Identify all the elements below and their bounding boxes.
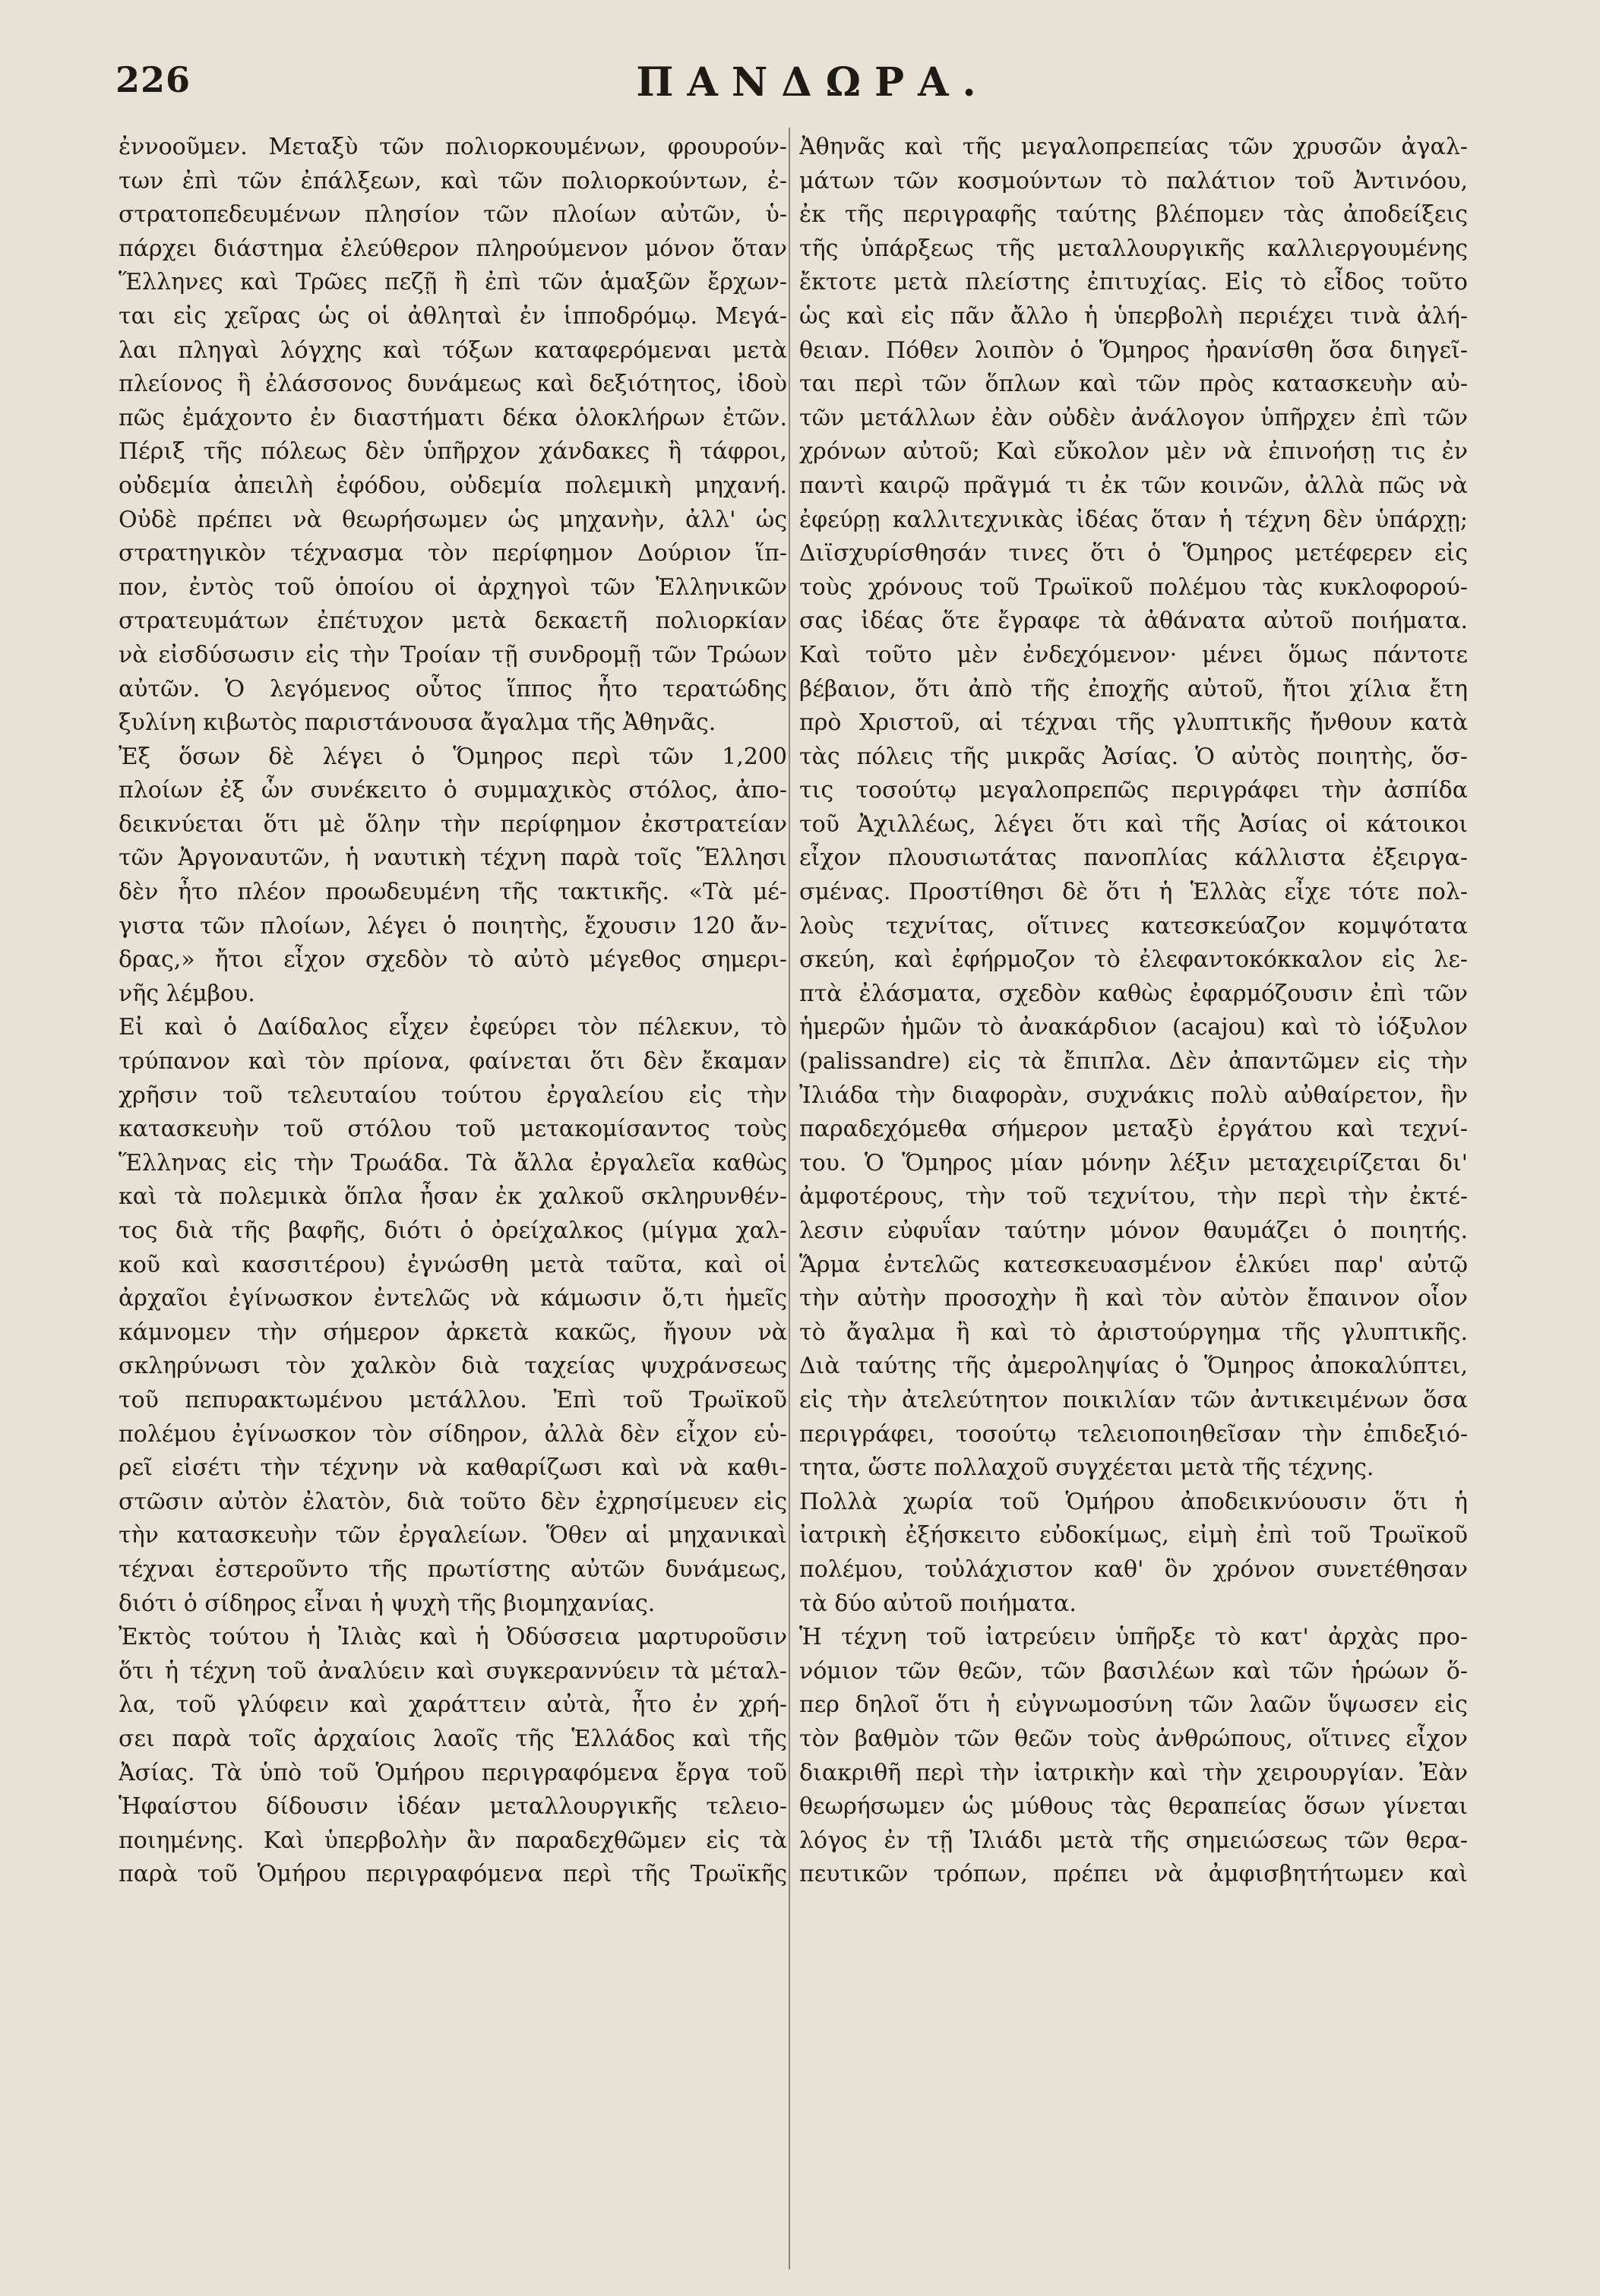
- text-line: ται εἰς χεῖρας ὡς οἱ ἀθληταὶ ἐν ἱπποδρόμῳ. Μεγά-: [119, 302, 787, 330]
- text-line: ἰατρικὴ ἐξήσκειτο εὐδοκίμως, εἰμὴ ἐπὶ τοῦ Τρωϊκοῦ: [799, 1522, 1468, 1549]
- text-line: (palissandre) εἰς τὰ ἔπιπλα. Δὲν ἀπαντῶμεν εἰς τὴν: [799, 1048, 1468, 1075]
- text-line: νὰ εἰσδύσωσιν εἰς τὴν Τροίαν τῇ συνδρομῇ τῶν Τρώων: [119, 641, 787, 668]
- text-line: ἐφεύρῃ καλλιτεχνικὰς ἰδέας ὅταν ἡ τέχνη δὲν ὑπάρχῃ;: [799, 506, 1468, 533]
- text-line: ὡς καὶ εἰς πᾶν ἄλλο ἡ ὑπερβολὴ περιέχει τινὰ ἀλή-: [799, 302, 1468, 330]
- text-line: διακριθῆ περὶ τὴν ἰατρικὴν καὶ τὴν χειρουργίαν. Ἐὰν: [799, 1759, 1468, 1786]
- text-line: τητα, ὥστε πολλαχοῦ συγχέεται μετὰ τῆς τέχνης.: [799, 1454, 1374, 1482]
- text-line: θεωρήσωμεν ὡς μύθους τὰς θεραπείας ὅσων γίνεται: [799, 1793, 1468, 1821]
- text-line: οὐδεμία ἀπειλὴ ἐφόδου, οὐδεμία πολεμικὴ μηχανή.: [119, 472, 787, 499]
- text-line: τὰς πόλεις τῆς μικρᾶς Ἀσίας. Ὁ αὐτὸς ποιητὴς, ὅσ-: [799, 743, 1468, 770]
- text-line: εἰς τὴν ἀτελεύτητον ποικιλίαν τῶν ἀντικειμένων ὅσα: [799, 1386, 1468, 1413]
- text-line: τοῦ πεπυρακτωμένου μετάλλου. Ἐπὶ τοῦ Τρωϊκοῦ: [119, 1386, 787, 1413]
- text-line: των ἐπὶ τῶν ἐπάλξεων, καὶ τῶν πολιορκούντων, ἐ-: [119, 167, 787, 194]
- text-line: τὴν κατασκευὴν τῶν ἐργαλείων. Ὅθεν αἱ μηχανικαὶ: [119, 1522, 787, 1549]
- text-line: Καὶ τοῦτο μὲν ἐνδεχόμενον· μένει ὅμως πάντοτε: [799, 641, 1468, 668]
- text-line: τῶν Ἀργοναυτῶν, ἡ ναυτικὴ τέχνη παρὰ τοῖς Ἕλλησι: [119, 845, 787, 872]
- text-line: Ἐξ ὅσων δὲ λέγει ὁ Ὅμηρος περὶ τῶν 1,200: [119, 743, 787, 770]
- text-line: Ἡ τέχνη τοῦ ἰατρεύειν ὑπῆρξε τὸ κατ' ἀρχὰς προ-: [799, 1624, 1468, 1651]
- right-column-text: [799, 131, 1468, 1892]
- running-title: ΠΑΝΔΩΡΑ.: [636, 59, 990, 106]
- text-line: γιστα τῶν πλοίων, λέγει ὁ ποιητὴς, ἔχουσιν 120 ἄν-: [119, 912, 787, 940]
- text-line: κατασκευὴν τοῦ στόλου τοῦ μετακομίσαντος τοὺς: [119, 1116, 787, 1143]
- text-line: τὸν βαθμὸν τῶν θεῶν τοὺς ἀνθρώπους, οἵτινες εἶχον: [799, 1725, 1468, 1752]
- text-line: ἀμφοτέρους, τὴν τοῦ τεχνίτου, τὴν περὶ τὴν ἐκτέ-: [799, 1183, 1468, 1211]
- text-line: παντὶ καιρῷ πρᾶγμά τι ἐκ τῶν κοινῶν, ἀλλὰ πῶς νὰ: [799, 472, 1468, 499]
- text-line: χρῆσιν τοῦ τελευταίου τούτου ἐργαλείου εἰς τὴν: [119, 1082, 787, 1109]
- text-line: εἶχον πλουσιωτάτας πανοπλίας κάλλιστα ἐξειργα-: [799, 845, 1468, 872]
- text-line: πρὸ Χριστοῦ, αἱ τέχναι τῆς γλυπτικῆς ἤνθουν κατὰ: [799, 709, 1468, 737]
- text-line: ἔκτοτε μετὰ πλείστης ἐπιτυχίας. Εἰς τὸ εἶδος τοῦτο: [799, 269, 1468, 296]
- text-line: τῆς ὑπάρξεως τῆς μεταλλουργικῆς καλλιεργουμένης: [799, 235, 1468, 262]
- text-line: ται περὶ τῶν ὅπλων καὶ τῶν πρὸς κατασκευὴν αὐ-: [799, 371, 1468, 398]
- text-line: στρατευμάτων ἐπέτυχον μετὰ δεκαετῆ πολιορκίαν: [119, 608, 787, 635]
- text-line: σει παρὰ τοῖς ἀρχαίοις λαοῖς τῆς Ἑλλάδος καὶ τῆς: [119, 1725, 787, 1752]
- text-line: Ἡφαίστου δίδουσιν ἰδέαν μεταλλουργικῆς τελειο-: [119, 1793, 787, 1821]
- text-line: πάρχει διάστημα ἐλεύθερον πληρούμενον μόνον ὅταν: [119, 235, 787, 262]
- text-line: λεσιν εὐφυΐαν ταύτην μόνον θαυμάζει ὁ ποιητής.: [799, 1217, 1468, 1244]
- text-line: τέχναι ἐστεροῦντο τῆς πρωτίστης αὐτῶν δυνάμεως,: [119, 1555, 787, 1583]
- page-number: 226: [115, 59, 191, 100]
- text-line: δεικνύεται ὅτι μὲ ὅλην τὴν περίφημον ἐκστρατείαν: [119, 810, 787, 838]
- text-line: τοὺς χρόνους τοῦ Τρωϊκοῦ πολέμου τὰς κυκλοφορού-: [799, 573, 1468, 601]
- text-line: σκεύη, καὶ ἐφήρμοζον τὸ ἐλεφαντοκόκκαλον εἰς λε-: [799, 946, 1468, 974]
- text-line: στρατοπεδευμένων πλησίον τῶν πλοίων αὐτῶν, ὑ-: [119, 201, 787, 229]
- text-line: περιγράφει, τοσούτῳ τελειοποιηθεῖσαν τὴν ἐπιδεξιό-: [799, 1420, 1468, 1448]
- text-line: Ἰλιάδα τὴν διαφορὰν, συχνάκις πολὺ αὐθαίρετον, ἣν: [799, 1082, 1468, 1109]
- text-line: Ἅρμα ἐντελῶς κατεσκευασμένον ἑλκύει παρ' αὐτῷ: [799, 1251, 1468, 1278]
- text-line: ἀρχαῖοι ἐγίνωσκον ἐντελῶς νὰ κάμωσιν ὅ,τι ἡμεῖς: [119, 1285, 787, 1312]
- text-line: στρατηγικὸν τέχνασμα τὸν περίφημον Δούριον ἵπ-: [119, 540, 787, 567]
- text-line: τοῦ Ἀχιλλέως, λέγει ὅτι καὶ τῆς Ἀσίας οἱ κάτοικοι: [799, 810, 1468, 838]
- text-line: πον, ἐντὸς τοῦ ὁποίου οἱ ἀρχηγοὶ τῶν Ἑλληνικῶν: [119, 573, 787, 601]
- text-line: τὰ δύο αὐτοῦ ποιήματα.: [799, 1590, 1077, 1617]
- text-line: Διὰ ταύτης τῆς ἀμεροληψίας ὁ Ὅμηρος ἀποκαλύπτει,: [799, 1353, 1468, 1380]
- text-line: περ δηλοῖ ὅτι ἡ εὐγνωμοσύνη τῶν λαῶν ὕψωσεν εἰς: [799, 1691, 1468, 1719]
- text-line: βέβαιον, ὅτι ἀπὸ τῆς ἐποχῆς αὐτοῦ, ἤτοι χίλια ἔτη: [799, 675, 1468, 703]
- text-line: σκληρύνωσι τὸν χαλκὸν διὰ ταχείας ψυχράνσεως: [119, 1353, 787, 1380]
- text-line: καὶ τὰ πολεμικὰ ὅπλα ἦσαν ἐκ χαλκοῦ σκληρυνθέν-: [119, 1183, 787, 1211]
- page-header: [0, 59, 1600, 128]
- text-line: ἐννοοῦμεν. Μεταξὺ τῶν πολιορκουμένων, φρουρούν-: [119, 134, 787, 160]
- text-line: μάτων τῶν κοσμούντων τὸ παλάτιον τοῦ Ἀντινόου,: [799, 167, 1468, 194]
- text-line: νόμιον τῶν θεῶν, τῶν βασιλέων καὶ τῶν ἡρώων ὅ-: [799, 1657, 1468, 1685]
- text-line: λοὺς τεχνίτας, οἵτινες κατεσκεύαζον κομψότατα: [799, 912, 1468, 940]
- text-line: τις τοσούτῳ μεγαλοπρεπῶς περιγράφει τὴν ἀσπίδα: [799, 777, 1468, 804]
- text-line: κοῦ καὶ κασσιτέρου) ἐγνώσθη μετὰ ταῦτα, καὶ οἱ: [119, 1251, 787, 1278]
- text-line: νῆς λέμβου.: [119, 980, 255, 1007]
- text-line: λόγος ἐν τῇ Ἰλιάδι μετὰ τῆς σημειώσεως τῶν θερα-: [799, 1827, 1468, 1854]
- text-line: χρόνων αὐτοῦ; Καὶ εὔκολον μὲν νὰ ἐπινοήσῃ τις ἐν: [799, 438, 1468, 466]
- text-line: κάμνομεν τὴν σήμερον ἀρκετὰ κακῶς, ἤγουν νὰ: [119, 1319, 787, 1346]
- text-line: λα, τοῦ γλύφειν καὶ χαράττειν αὐτὰ, ἦτο ἐν χρή-: [119, 1691, 787, 1719]
- text-line: διότι ὁ σίδηρος εἶναι ἡ ψυχὴ τῆς βιομηχανίας.: [119, 1590, 656, 1617]
- text-line: ποιημένης. Καὶ ὑπερβολὴν ἂν παραδεχθῶμεν εἰς τὰ: [119, 1827, 787, 1854]
- text-line: ρεῖ εἰσέτι τὴν τέχνην νὰ καθαρίζωσι καὶ νὰ καθι-: [119, 1454, 787, 1482]
- column-divider: [789, 128, 790, 2269]
- text-line: παρὰ τοῦ Ὁμήρου περιγραφόμενα περὶ τῆς Τρωϊκῆς: [119, 1861, 787, 1888]
- text-line: πτὰ ἐλάσματα, σχεδὸν καθὼς ἐφαρμόζουσιν ἐπὶ τῶν: [799, 980, 1468, 1007]
- text-line: πλείονος ἢ ἐλάσσονος δυνάμεως καὶ δεξιότητος, ἰδοὺ: [119, 371, 787, 398]
- text-line: στῶσιν αὐτὸν ἐλατὸν, διὰ τοῦτο δὲν ἐχρησίμευεν εἰς: [119, 1488, 787, 1515]
- text-line: αὐτῶν. Ὁ λεγόμενος οὗτος ἵππος ἦτο τερατώδης: [119, 675, 787, 703]
- text-line: τῶν μετάλλων ἐὰν οὐδὲν ἀνάλογον ὑπῆρχεν ἐπὶ τῶν: [799, 404, 1468, 431]
- text-line: ἐκ τῆς περιγραφῆς ταύτης βλέπομεν τὰς ἀποδείξεις: [799, 201, 1468, 229]
- text-line: ἡμερῶν ἡμῶν τὸ ἀνακάρδιον (acajou) καὶ τὸ ἰόξυλον: [799, 1014, 1468, 1041]
- text-line: δρας,» ἤτοι εἶχον σχεδὸν τὸ αὐτὸ μέγεθος σημερι-: [119, 946, 787, 974]
- text-line: του. Ὁ Ὅμηρος μίαν μόνην λέξιν μεταχειρίζεται δι': [799, 1149, 1468, 1176]
- text-line: πολέμου, τοὐλάχιστον καθ' ὃν χρόνον συνετέθησαν: [799, 1555, 1468, 1583]
- text-line: Ἀθηνᾶς καὶ τῆς μεγαλοπρεπείας τῶν χρυσῶν ἀγαλ-: [799, 134, 1468, 160]
- text-line: θειαν. Πόθεν λοιπὸν ὁ Ὅμηρος ἠρανίσθη ὅσα διηγεῖ-: [799, 336, 1468, 364]
- text-line: σας ἰδέας ὅτε ἔγραφε τὰ ἀθάνατα αὐτοῦ ποιήματα.: [799, 608, 1468, 635]
- text-line: τὸ ἄγαλμα ἢ καὶ τὸ ἀριστούργημα τῆς γλυπτικῆς.: [799, 1319, 1468, 1346]
- text-line: Εἰ καὶ ὁ Δαίδαλος εἶχεν ἐφεύρει τὸν πέλεκυν, τὸ: [119, 1014, 787, 1041]
- text-line: Οὐδὲ πρέπει νὰ θεωρήσωμεν ὡς μηχανὴν, ἀλλ' ὡς: [119, 506, 787, 533]
- text-line: τρύπανον καὶ τὸν πρίονα, φαίνεται ὅτι δὲν ἔκαμαν: [119, 1048, 787, 1075]
- text-line: πολέμου ἐγίνωσκον τὸν σίδηρον, ἀλλὰ δὲν εἶχον εὑ-: [119, 1420, 787, 1448]
- text-line: Ἕλληνας εἰς τὴν Τρωάδα. Τὰ ἄλλα ἐργαλεῖα καθὼς: [119, 1149, 787, 1176]
- text-line: Ἀσίας. Τὰ ὑπὸ τοῦ Ὁμήρου περιγραφόμενα ἔργα τοῦ: [119, 1759, 787, 1786]
- text-line: πευτικῶν τρόπων, πρέπει νὰ ἀμφισβητήτωμεν καὶ: [799, 1861, 1468, 1888]
- text-line: δὲν ἦτο πλέον προωδευμένη τῆς τακτικῆς. «Τὰ μέ-: [119, 879, 787, 906]
- text-line: Ἐκτὸς τούτου ἡ Ἰλιὰς καὶ ἡ Ὀδύσσεια μαρτυροῦσιν: [119, 1624, 787, 1651]
- text-line: σμένας. Προστίθησι δὲ ὅτι ἡ Ἑλλὰς εἶχε τότε πολ-: [799, 879, 1468, 906]
- text-line: λαι πληγαὶ λόγχης καὶ τόξων καταφερόμεναι μετὰ: [119, 336, 787, 364]
- text-line: τὴν αὐτὴν προσοχὴν ἢ καὶ τὸν αὐτὸν ἔπαινον οἷον: [799, 1285, 1468, 1312]
- text-line: πλοίων ἐξ ὧν συνέκειτο ὁ συμμαχικὸς στόλος, ἀπο-: [119, 777, 787, 804]
- text-line: ὅτι ἡ τέχνη τοῦ ἀναλύειν καὶ συγκεραννύειν τὰ μέταλ-: [119, 1657, 787, 1685]
- text-line: Ἕλληνες καὶ Τρῶες πεζῇ ἢ ἐπὶ τῶν ἁμαξῶν ἔρχων-: [119, 269, 787, 296]
- text-line: ξυλίνη κιβωτὸς παριστάνουσα ἄγαλμα τῆς Ἀθηνᾶς.: [119, 709, 716, 737]
- text-line: τος διὰ τῆς βαφῆς, διότι ὁ ὀρείχαλκος (μίγμα χαλ-: [119, 1217, 787, 1244]
- text-line: Πολλὰ χωρία τοῦ Ὁμήρου ἀποδεικνύουσιν ὅτι ἡ: [799, 1488, 1468, 1515]
- text-line: Διϊσχυρίσθησάν τινες ὅτι ὁ Ὅμηρος μετέφερεν εἰς: [799, 540, 1468, 567]
- text-line: Πέριξ τῆς πόλεως δὲν ὑπῆρχον χάνδακες ἢ τάφροι,: [119, 438, 787, 466]
- text-line: πῶς ἐμάχοντο ἐν διαστήματι δέκα ὁλοκλήρων ἐτῶν.: [119, 404, 787, 431]
- text-line: παραδεχόμεθα σήμερον μεταξὺ ἐργάτου καὶ τεχνί-: [799, 1116, 1468, 1143]
- left-column-text: [119, 131, 787, 1892]
